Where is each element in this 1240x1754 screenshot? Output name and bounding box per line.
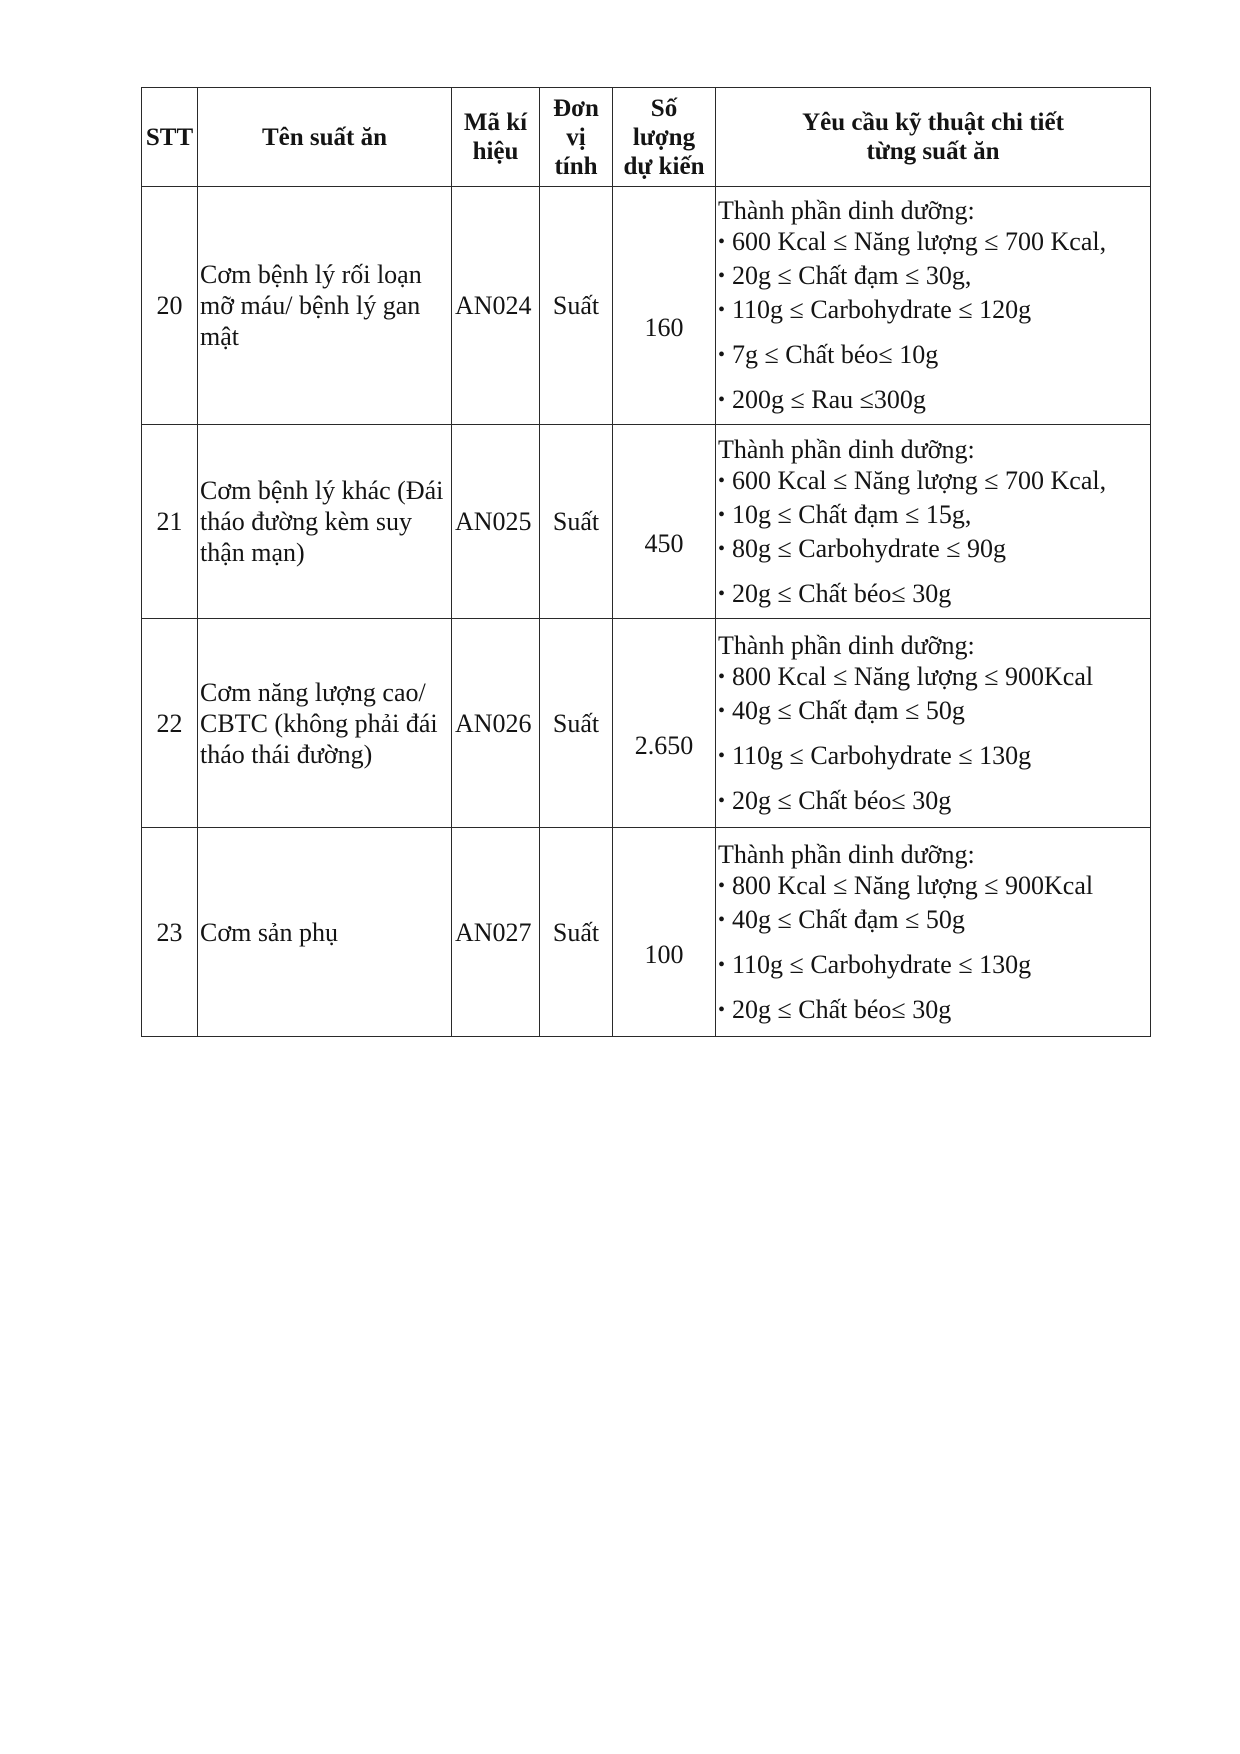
requirements-heading: Thành phần dinh dưỡng: — [718, 434, 975, 464]
requirement-item: • 110g ≤ Carbohydrate ≤ 120g — [718, 294, 1148, 328]
row-quantity: 2.650 — [613, 619, 716, 828]
requirement-item: • 800 Kcal ≤ Năng lượng ≤ 900Kcal — [718, 661, 1148, 695]
requirement-item: • 20g ≤ Chất béo≤ 30g — [718, 785, 1148, 819]
requirement-item: • 80g ≤ Carbohydrate ≤ 90g — [718, 533, 1148, 567]
table-row — [142, 619, 1151, 828]
table-row — [142, 187, 1151, 425]
requirement-item: • 200g ≤ Rau ≤300g — [718, 384, 1148, 418]
row-stt: 23 — [142, 828, 198, 1037]
requirements-heading: Thành phần dinh dưỡng: — [718, 839, 975, 869]
row-meal-name: Cơm sản phụ — [198, 828, 452, 1037]
requirement-item: • 10g ≤ Chất đạm ≤ 15g, — [718, 499, 1148, 533]
header-meal-name: Tên suất ăn — [198, 88, 452, 187]
row-requirements — [716, 187, 1151, 425]
table-body — [142, 187, 1151, 1037]
table-row — [142, 425, 1151, 619]
row-quantity: 450 — [613, 425, 716, 619]
row-unit: Suất — [540, 425, 613, 619]
row-stt: 22 — [142, 619, 198, 828]
row-code: AN024 — [452, 187, 540, 425]
requirements-heading: Thành phần dinh dưỡng: — [718, 630, 975, 660]
row-meal-name: Cơm năng lượng cao/ CBTC (không phải đái tháo thái đường) — [198, 619, 452, 828]
row-code: AN027 — [452, 828, 540, 1037]
row-stt: 21 — [142, 425, 198, 619]
row-code: AN025 — [452, 425, 540, 619]
row-quantity: 100 — [613, 828, 716, 1037]
requirement-item: • 110g ≤ Carbohydrate ≤ 130g — [718, 949, 1148, 983]
requirement-item: • 20g ≤ Chất béo≤ 30g — [718, 578, 1148, 612]
header-quantity: Số lượng dự kiến — [613, 88, 716, 187]
header-unit: Đơn vị tính — [540, 88, 613, 187]
requirement-item: • 20g ≤ Chất béo≤ 30g — [718, 994, 1148, 1028]
requirement-item: • 20g ≤ Chất đạm ≤ 30g, — [718, 260, 1148, 294]
header-code: Mã kí hiệu — [452, 88, 540, 187]
requirement-item: • 40g ≤ Chất đạm ≤ 50g — [718, 904, 1148, 938]
requirement-item: • 110g ≤ Carbohydrate ≤ 130g — [718, 740, 1148, 774]
header-requirements: Yêu cầu kỹ thuật chi tiết từng suất ăn — [716, 88, 1151, 187]
row-stt: 20 — [142, 187, 198, 425]
header-stt: STT — [142, 88, 198, 187]
row-requirements — [716, 619, 1151, 828]
row-unit: Suất — [540, 187, 613, 425]
requirement-item: • 600 Kcal ≤ Năng lượng ≤ 700 Kcal, — [718, 226, 1148, 260]
requirement-item: • 600 Kcal ≤ Năng lượng ≤ 700 Kcal, — [718, 465, 1148, 499]
row-unit: Suất — [540, 828, 613, 1037]
requirement-item: • 7g ≤ Chất béo≤ 10g — [718, 339, 1148, 373]
row-code: AN026 — [452, 619, 540, 828]
row-requirements — [716, 425, 1151, 619]
header-row — [142, 88, 1151, 187]
row-meal-name: Cơm bệnh lý khác (Đái tháo đường kèm suy thận mạn) — [198, 425, 452, 619]
table-row — [142, 828, 1151, 1037]
requirements-heading: Thành phần dinh dưỡng: — [718, 196, 975, 225]
row-meal-name: Cơm bệnh lý rối loạn mỡ máu/ bệnh lý gan mật — [198, 187, 452, 425]
requirement-item: • 800 Kcal ≤ Năng lượng ≤ 900Kcal — [718, 870, 1148, 904]
table-header — [142, 88, 1151, 187]
row-quantity: 160 — [613, 187, 716, 425]
requirement-item: • 40g ≤ Chất đạm ≤ 50g — [718, 695, 1148, 729]
meal-specification-table — [141, 87, 1151, 1037]
row-unit: Suất — [540, 619, 613, 828]
row-requirements — [716, 828, 1151, 1037]
